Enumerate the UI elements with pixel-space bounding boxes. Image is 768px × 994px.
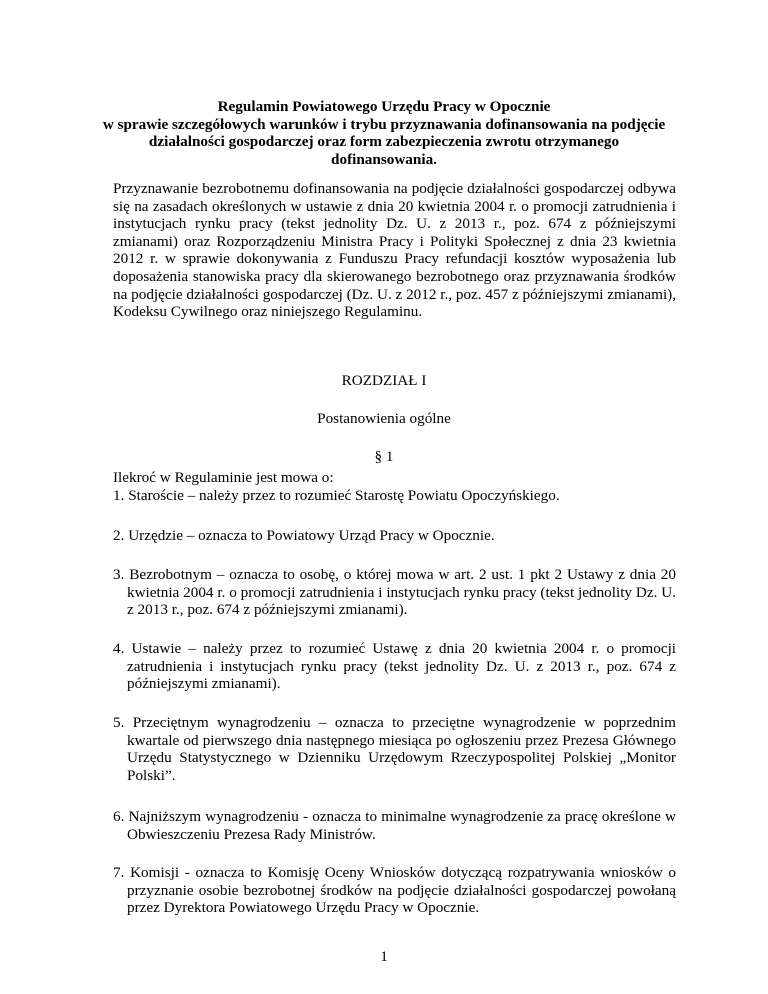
title-line: w sprawie szczegółowych warunków i trybu przyznawania dofinansowania na podjęcie: [102, 115, 666, 133]
item-number: 1.: [113, 487, 125, 504]
chapter-title: Postanowienia ogólne: [317, 410, 451, 427]
title-line: dofinansowania.: [331, 150, 437, 168]
list-item: [113, 487, 676, 505]
item-number: 7.: [113, 864, 125, 881]
intro-paragraph: Przyznawanie bezrobotnemu dofinansowania na podjęcie działalności gospodarczej odbywa się na zasadach określonych w ustawie z dnia 20 kwietnia 2004 r. o promocji zatrudnienia i instytucjach rynku pracy (tekst jednolity Dz. U. z 2013 r., poz. 674 z późniejszymi zmianami) oraz Rozporządzeniu Ministra Pracy i Polityki Społecznej z dnia 23 kwietnia 2012 r. w sprawie dokonywania z Funduszu Pracy refundacji kosztów wyposażenia lub doposażenia stanowiska pracy dla skierowanego bezrobotnego oraz przyznawania środków na podjęcie działalności gospodarczej (Dz. U. z 2012 r., poz. 457 z późniejszymi zmianami), Kodeksu Cywilnego oraz niniejszego Regulaminu.: [113, 180, 677, 321]
item-text: Ustawie – należy przez to rozumieć Ustawę z dnia 20 kwietnia 2004 r. o promocji zatrudnienia i instytucjach rynku pracy (tekst jednolity Dz. U. z 2013 r., poz. 674 z późniejszymi zmianami).: [127, 640, 677, 693]
chapter-heading: ROZDZIAŁ I: [341, 372, 427, 389]
list-item: [113, 640, 676, 693]
list-item: [113, 566, 676, 619]
page-number: 1: [380, 948, 388, 965]
item-text: Najniższym wynagrodzeniu - oznacza to minimalne wynagrodzenie za pracę określone w Obwieszczeniu Prezesa Rady Ministrów.: [127, 808, 677, 843]
lead-text: Ilekroć w Regulaminie jest mowa o:: [113, 469, 334, 486]
title-line: Regulamin Powiatowego Urzędu Pracy w Opocznie: [217, 98, 551, 115]
item-text: Bezrobotnym – oznacza to osobę, o której mowa w art. 2 ust. 1 pkt 2 Ustawy z dnia 20 kwietnia 2004 r. o promocji zatrudnienia i instytucjach rynku pracy (tekst jednolity Dz. U. z 2013 r., poz. 674 z późniejszymi zmianami).: [127, 566, 676, 619]
document-title: [100, 98, 668, 168]
list-item: [113, 808, 676, 843]
item-text: Komisji - oznacza to Komisję Oceny Wniosków dotyczącą rozpatrywania wniosków o przyznanie osobie bezrobotnej środków na podjęcie działalności gospodarczej powołaną przez Dyrektora Powiatowego Urzędu Pracy w Opocznie.: [127, 864, 676, 917]
list-item: [113, 864, 676, 917]
item-number: 3.: [113, 566, 125, 583]
item-number: 2.: [113, 527, 125, 544]
section-mark: § 1: [374, 448, 394, 465]
item-text: Przeciętnym wynagrodzeniu – oznacza to przeciętne wynagrodzenie w poprzednim kwartale od pierwszego dnia następnego miesiąca po ogłoszeniu przez Prezesa Głównego Urzędu Statystycznego w Dzienniku Urzędowym Rzeczypospolitej Polskiej „Monitor Polski”.: [127, 714, 676, 784]
item-text: Staroście – należy przez to rozumieć Starostę Powiatu Opoczyńskiego.: [128, 487, 560, 504]
item-number: 4.: [113, 640, 125, 657]
list-item: [113, 527, 676, 545]
item-number: 6.: [113, 808, 125, 825]
item-number: 5.: [113, 714, 125, 731]
list-item: [113, 714, 676, 784]
item-text: Urzędzie – oznacza to Powiatowy Urząd Pracy w Opocznie.: [128, 527, 495, 544]
title-line: działalności gospodarczej oraz form zabezpieczenia zwrotu otrzymanego: [148, 133, 620, 151]
